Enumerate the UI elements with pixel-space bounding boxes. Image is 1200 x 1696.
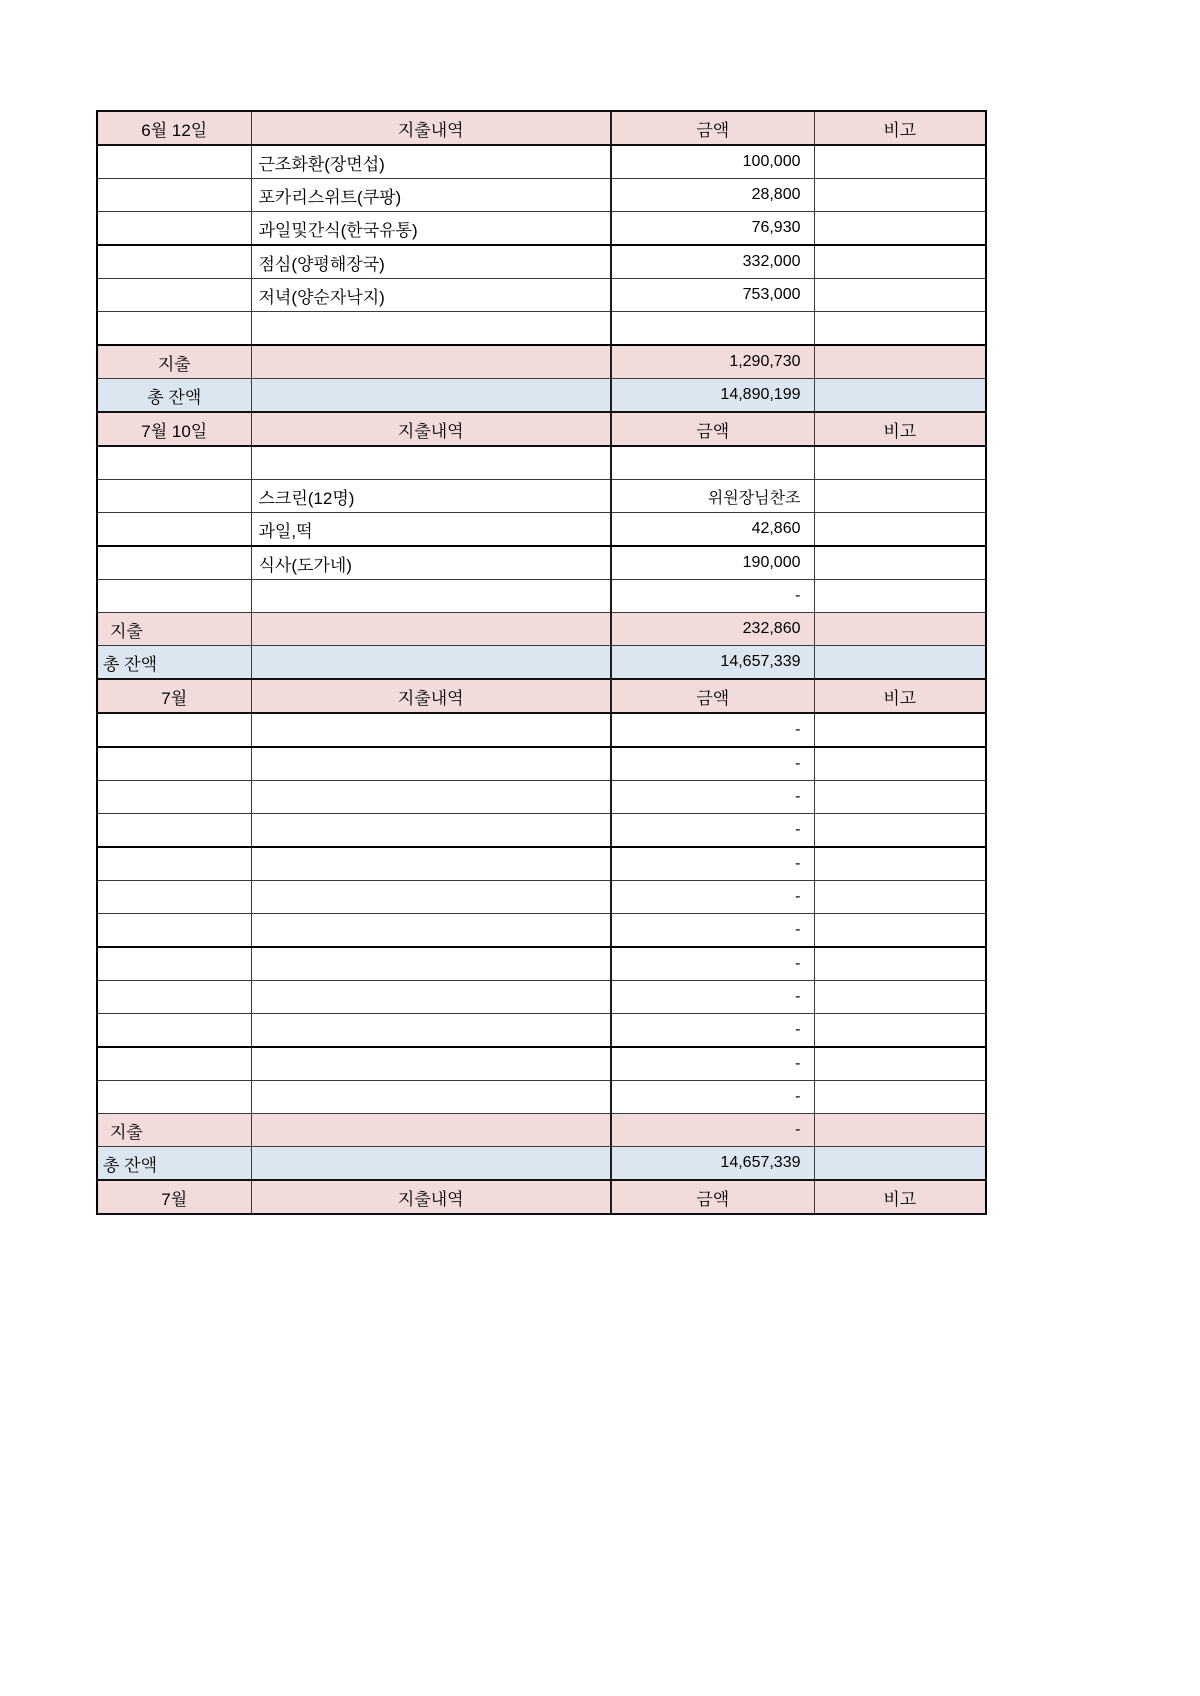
header-date-cell: 7월 [97,679,251,713]
item-cell [251,747,611,781]
expense-item-row [97,914,986,948]
date-cell [97,781,251,814]
date-cell [97,446,251,480]
header-note-cell: 비고 [814,412,986,446]
expense-item-row [97,947,986,981]
item-cell [251,713,611,747]
date-cell [97,312,251,346]
item-cell: 스크린(12명) [251,480,611,513]
note-cell [814,747,986,781]
expense-detail-cell [251,613,611,646]
header-note-cell: 비고 [814,679,986,713]
balance-label-cell: 총 잔액 [97,646,251,680]
amount-cell: 76,930 [611,212,814,246]
date-cell [97,1014,251,1048]
expense-item-row [97,580,986,613]
balance-label-cell: 총 잔액 [97,1147,251,1181]
date-cell [97,513,251,547]
note-cell [814,212,986,246]
expense-item-row [97,747,986,781]
note-cell [814,947,986,981]
item-cell [251,312,611,346]
amount-cell [611,312,814,346]
section-header-row [97,111,986,145]
expense-total-row [97,613,986,646]
amount-cell: - [611,1081,814,1114]
item-cell [251,1014,611,1048]
amount-cell: - [611,947,814,981]
date-cell [97,814,251,848]
expense-detail-cell [251,1114,611,1147]
amount-cell: - [611,881,814,914]
item-cell: 과일및간식(한국유통) [251,212,611,246]
item-cell [251,914,611,948]
expense-ledger-sheet [96,110,987,1215]
expense-note-cell [814,613,986,646]
item-cell [251,1047,611,1081]
expense-note-cell [814,1114,986,1147]
date-cell [97,145,251,179]
section-header-row [97,679,986,713]
balance-amount-cell: 14,657,339 [611,646,814,680]
amount-cell [611,446,814,480]
note-cell [814,312,986,346]
item-cell: 저녁(양순자낙지) [251,279,611,312]
header-detail-cell: 지출내역 [251,412,611,446]
expense-item-row [97,881,986,914]
header-date-cell: 7월 [97,1180,251,1214]
expense-note-cell [814,345,986,379]
note-cell [814,480,986,513]
expense-item-row [97,781,986,814]
header-date-cell: 7월 10일 [97,412,251,446]
amount-cell: - [611,580,814,613]
expense-item-row [97,179,986,212]
expense-item-row [97,145,986,179]
expense-table [96,110,987,1215]
note-cell [814,847,986,881]
item-cell [251,847,611,881]
balance-detail-cell [251,379,611,413]
item-cell [251,580,611,613]
note-cell [814,814,986,848]
date-cell [97,179,251,212]
note-cell [814,145,986,179]
expense-amount-cell: 1,290,730 [611,345,814,379]
amount-cell: 753,000 [611,279,814,312]
date-cell [97,480,251,513]
amount-cell: 28,800 [611,179,814,212]
amount-cell: 190,000 [611,546,814,580]
expense-item-row [97,1081,986,1114]
header-amount-cell: 금액 [611,679,814,713]
expense-item-row [97,1014,986,1048]
expense-amount-cell: - [611,1114,814,1147]
header-detail-cell: 지출내역 [251,679,611,713]
note-cell [814,179,986,212]
total-balance-row [97,379,986,413]
balance-amount-cell: 14,890,199 [611,379,814,413]
total-balance-row [97,1147,986,1181]
expense-label-cell: 지출 [97,613,251,646]
amount-cell: - [611,847,814,881]
balance-note-cell [814,1147,986,1181]
date-cell [97,580,251,613]
note-cell [814,279,986,312]
date-cell [97,847,251,881]
amount-cell: - [611,1047,814,1081]
note-cell [814,713,986,747]
item-cell: 식사(도가네) [251,546,611,580]
note-cell [814,914,986,948]
amount-cell: 100,000 [611,145,814,179]
expense-item-row [97,981,986,1014]
amount-cell: - [611,747,814,781]
item-cell: 근조화환(장면섭) [251,145,611,179]
amount-cell: - [611,981,814,1014]
note-cell [814,513,986,547]
balance-detail-cell [251,1147,611,1181]
date-cell [97,747,251,781]
date-cell [97,981,251,1014]
item-cell: 포카리스위트(쿠팡) [251,179,611,212]
date-cell [97,1081,251,1114]
date-cell [97,914,251,948]
expense-item-row [97,480,986,513]
item-cell [251,1081,611,1114]
expense-total-row [97,345,986,379]
expense-label-cell: 지출 [97,1114,251,1147]
note-cell [814,1047,986,1081]
date-cell [97,1047,251,1081]
expense-item-row [97,1047,986,1081]
date-cell [97,546,251,580]
expense-table-body [97,111,986,1214]
header-detail-cell: 지출내역 [251,1180,611,1214]
amount-cell: 332,000 [611,245,814,279]
header-note-cell: 비고 [814,111,986,145]
item-cell [251,947,611,981]
item-cell [251,446,611,480]
date-cell [97,947,251,981]
date-cell [97,713,251,747]
expense-item-row [97,245,986,279]
amount-cell: - [611,713,814,747]
header-date-cell: 6월 12일 [97,111,251,145]
balance-note-cell [814,646,986,680]
balance-note-cell [814,379,986,413]
balance-label-cell: 총 잔액 [97,379,251,413]
expense-amount-cell: 232,860 [611,613,814,646]
header-amount-cell: 금액 [611,1180,814,1214]
note-cell [814,546,986,580]
expense-item-row [97,312,986,346]
header-amount-cell: 금액 [611,111,814,145]
note-cell [814,580,986,613]
amount-cell: - [611,781,814,814]
note-cell [814,245,986,279]
expense-detail-cell [251,345,611,379]
header-note-cell: 비고 [814,1180,986,1214]
expense-item-row [97,713,986,747]
section-header-row [97,412,986,446]
item-cell: 과일,떡 [251,513,611,547]
note-cell [814,1081,986,1114]
header-detail-cell: 지출내역 [251,111,611,145]
item-cell [251,814,611,848]
item-cell [251,981,611,1014]
item-cell [251,781,611,814]
date-cell [97,279,251,312]
item-cell: 점심(양평해장국) [251,245,611,279]
note-cell [814,881,986,914]
note-cell [814,1014,986,1048]
section-header-row [97,1180,986,1214]
amount-cell: - [611,1014,814,1048]
item-cell [251,881,611,914]
total-balance-row [97,646,986,680]
expense-item-row [97,446,986,480]
expense-label-cell: 지출 [97,345,251,379]
amount-cell: 42,860 [611,513,814,547]
expense-item-row [97,513,986,547]
expense-item-row [97,212,986,246]
note-cell [814,446,986,480]
balance-amount-cell: 14,657,339 [611,1147,814,1181]
expense-total-row [97,1114,986,1147]
expense-item-row [97,279,986,312]
amount-cell: 위원장님찬조 [611,480,814,513]
date-cell [97,212,251,246]
header-amount-cell: 금액 [611,412,814,446]
expense-item-row [97,546,986,580]
note-cell [814,781,986,814]
note-cell [814,981,986,1014]
balance-detail-cell [251,646,611,680]
expense-item-row [97,847,986,881]
amount-cell: - [611,814,814,848]
date-cell [97,881,251,914]
expense-item-row [97,814,986,848]
date-cell [97,245,251,279]
amount-cell: - [611,914,814,948]
